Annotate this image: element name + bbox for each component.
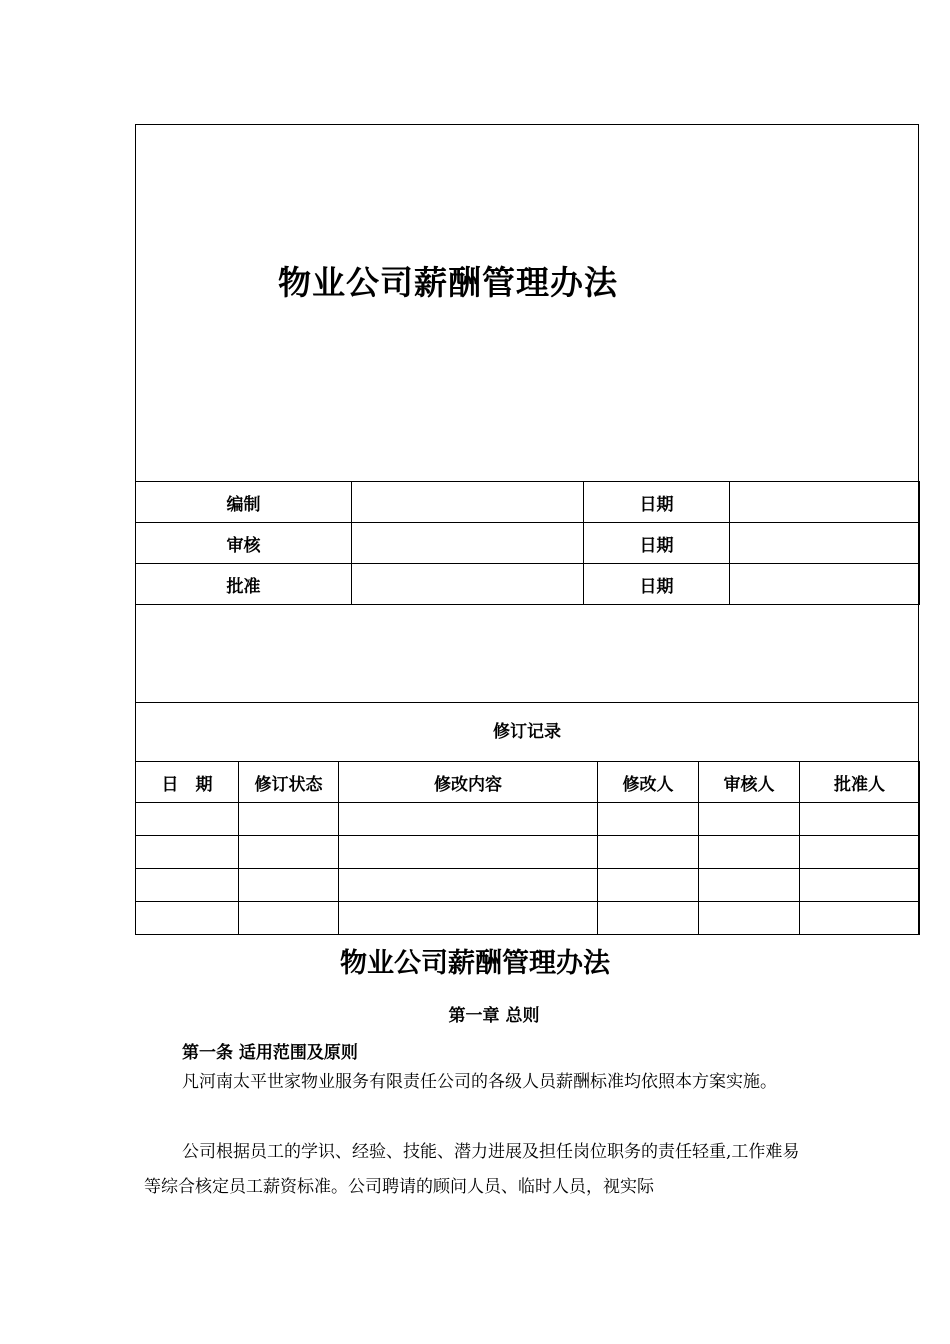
cover-title: 物业公司薪酬管理办法 xyxy=(278,263,618,302)
signoff-row-review xyxy=(136,523,920,564)
table-cell[interactable] xyxy=(239,836,339,869)
table-cell[interactable] xyxy=(699,869,800,902)
table-cell[interactable] xyxy=(598,902,699,935)
table-cell[interactable] xyxy=(800,836,920,869)
table-cell[interactable] xyxy=(339,902,598,935)
col-editor: 修改人 xyxy=(598,762,699,803)
table-cell[interactable] xyxy=(699,836,800,869)
table-cell[interactable] xyxy=(598,803,699,836)
signoff-value[interactable] xyxy=(352,482,584,523)
signoff-date-value[interactable] xyxy=(730,523,920,564)
table-row xyxy=(136,803,920,836)
table-cell[interactable] xyxy=(699,902,800,935)
document-title: 物业公司薪酬管理办法 xyxy=(340,948,610,979)
signoff-row-compile xyxy=(136,482,920,523)
signoff-date-value[interactable] xyxy=(730,482,920,523)
revision-table xyxy=(135,761,920,935)
signoff-label: 批准 xyxy=(136,564,352,605)
table-cell[interactable] xyxy=(339,803,598,836)
revision-heading: 修订记录 xyxy=(135,702,919,762)
col-date: 日 期 xyxy=(136,762,239,803)
article-heading: 第一条 适用范围及原则 xyxy=(182,1043,358,1063)
table-cell[interactable] xyxy=(136,902,239,935)
table-cell[interactable] xyxy=(136,836,239,869)
table-cell[interactable] xyxy=(136,869,239,902)
table-row xyxy=(136,836,920,869)
table-cell[interactable] xyxy=(239,869,339,902)
signoff-table xyxy=(135,481,920,605)
table-cell[interactable] xyxy=(598,869,699,902)
signoff-label: 编制 xyxy=(136,482,352,523)
paragraph: 凡河南太平世家物业服务有限责任公司的各级人员薪酬标准均依照本方案实施。 xyxy=(182,1072,777,1092)
table-row xyxy=(136,902,920,935)
table-cell[interactable] xyxy=(699,803,800,836)
signoff-value[interactable] xyxy=(352,523,584,564)
signoff-row-approve xyxy=(136,564,920,605)
table-cell[interactable] xyxy=(339,836,598,869)
signoff-date-label: 日期 xyxy=(584,482,730,523)
table-cell[interactable] xyxy=(800,869,920,902)
signoff-label: 审核 xyxy=(136,523,352,564)
col-content: 修改内容 xyxy=(339,762,598,803)
blank-band xyxy=(135,603,919,703)
table-cell[interactable] xyxy=(136,803,239,836)
col-approver: 批准人 xyxy=(800,762,920,803)
table-cell[interactable] xyxy=(800,803,920,836)
signoff-date-label: 日期 xyxy=(584,523,730,564)
table-cell[interactable] xyxy=(239,902,339,935)
chapter-heading: 第一章 总则 xyxy=(448,1006,540,1026)
col-status: 修订状态 xyxy=(239,762,339,803)
paragraph: 公司根据员工的学识、经验、技能、潜力进展及担任岗位职务的责任轻重,工作难易等综合核定员工薪资标准。公司聘请的顾问人员、临时人员，视实际 xyxy=(144,1142,800,1197)
table-cell[interactable] xyxy=(598,836,699,869)
table-cell[interactable] xyxy=(339,869,598,902)
table-cell[interactable] xyxy=(800,902,920,935)
signoff-value[interactable] xyxy=(352,564,584,605)
table-row xyxy=(136,869,920,902)
table-cell[interactable] xyxy=(239,803,339,836)
signoff-date-value[interactable] xyxy=(730,564,920,605)
signoff-date-label: 日期 xyxy=(584,564,730,605)
revision-header-row xyxy=(136,762,920,803)
col-reviewer: 审核人 xyxy=(699,762,800,803)
